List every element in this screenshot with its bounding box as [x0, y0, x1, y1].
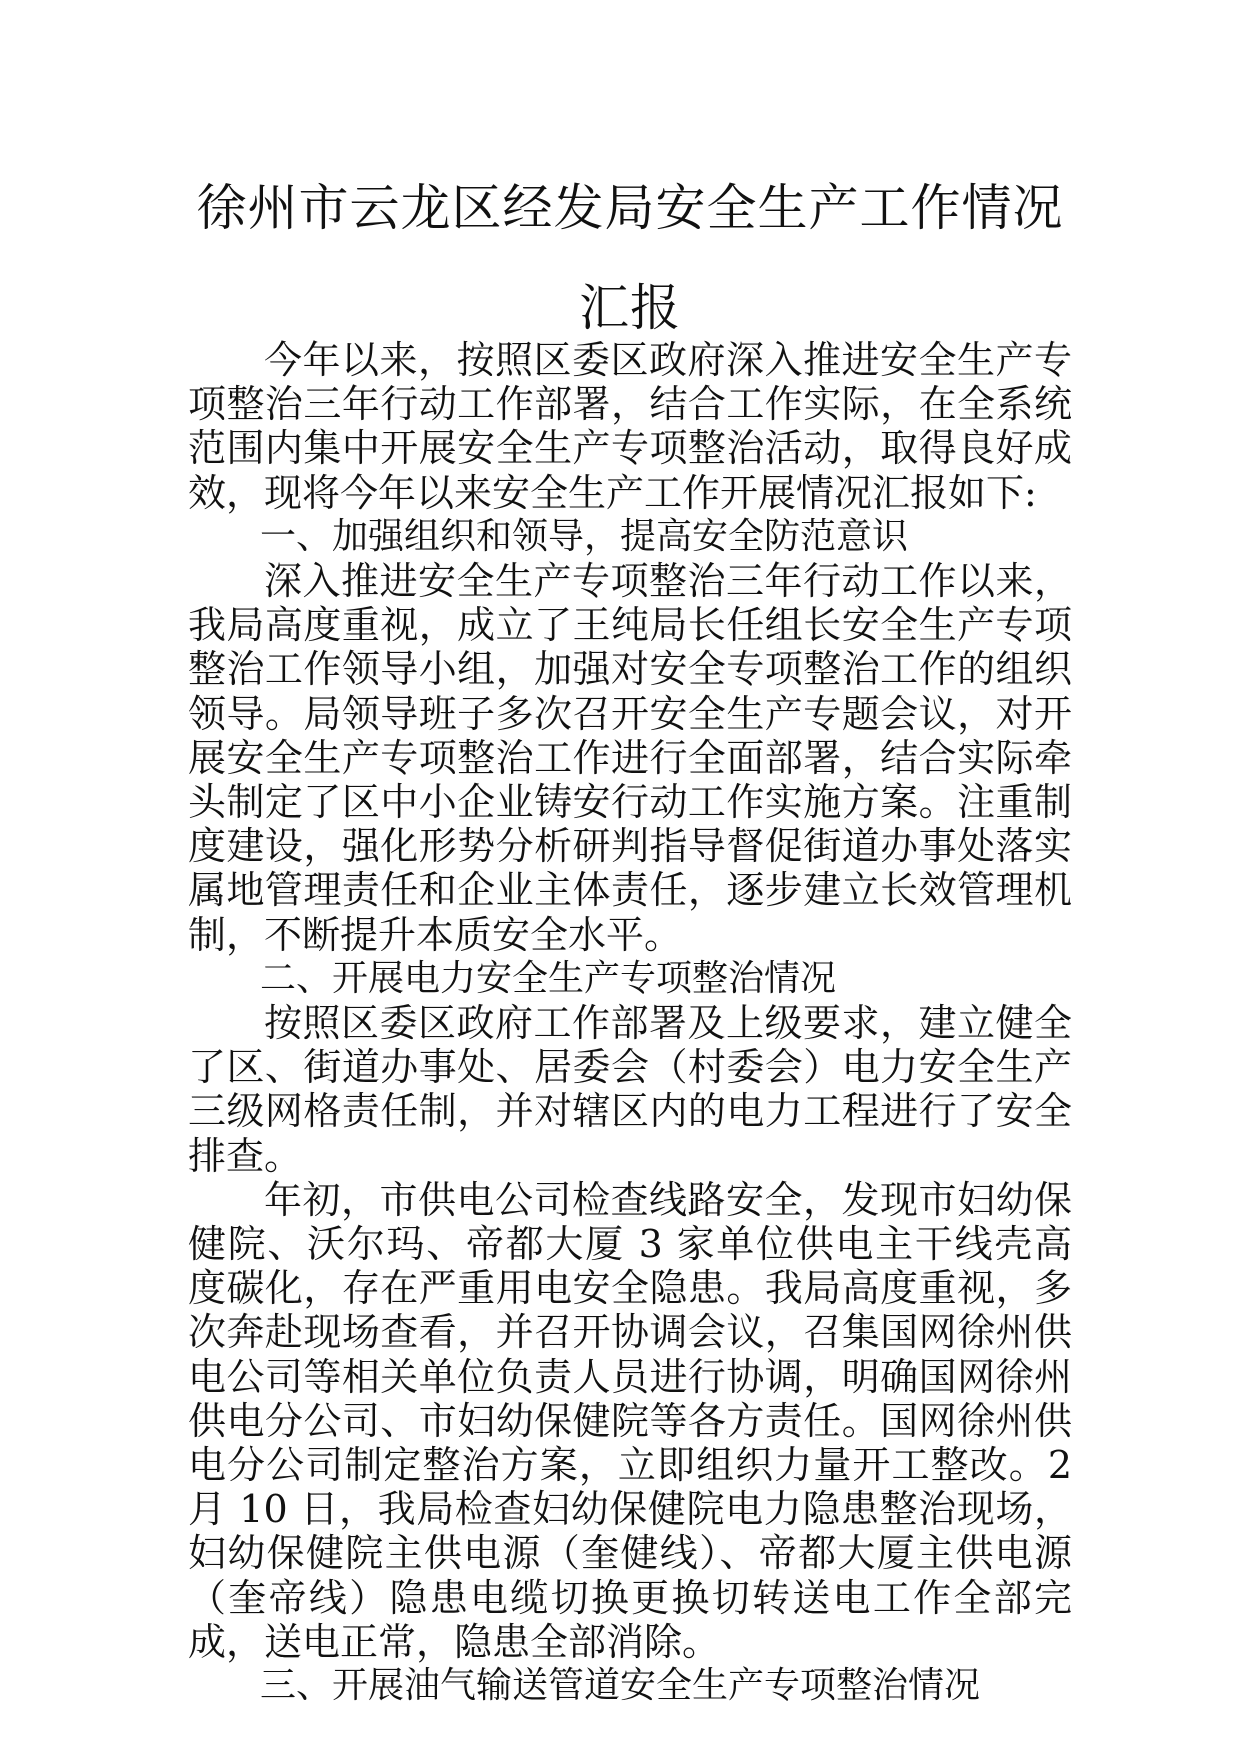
section-heading-2: 二、开展电力安全生产专项整治情况 [260, 957, 837, 999]
paragraph-organization: 深入推进安全生产专项整治三年行动工作以来，我局高度重视，成立了王纯局长任组长安全生产专项整治工作领导小组，加强对安全专项整治工作的组织领导。局领导班子多次召开安全生产专题会议，对开展安全生产专项整治工作进行全面部署，结合实际牵头制定了区中小企业铸安行动工作实施方案。注重制度建设，强化形势分析研判指导督促街道办事处落实属地管理责任和企业主体责任，逐步建立长效管理机制，不断提升本质安全水平。 [188, 559, 1072, 957]
document-body [188, 338, 1072, 1708]
paragraph-intro: 今年以来，按照区委区政府深入推进安全生产专项整治三年行动工作部署，结合工作实际，在全系统范围内集中开展安全生产专项整治活动，取得良好成效，现将今年以来安全生产工作开展情况汇报如下: [188, 338, 1072, 515]
section-heading-3: 三、开展油气输送管道安全生产专项整治情况 [260, 1665, 981, 1707]
paragraph-electric-grid: 按照区委区政府工作部署及上级要求，建立健全了区、街道办事处、居委会（村委会）电力安全生产三级网格责任制，并对辖区内的电力工程进行了安全排查。 [188, 1001, 1072, 1178]
document-title: 徐州市云龙区经发局安全生产工作情况汇报 [196, 179, 1064, 337]
paragraph-electric-rectification: 年初，市供电公司检查线路安全，发现市妇幼保健院、沃尔玛、帝都大厦 3 家单位供电主干线壳高度碳化，存在严重用电安全隐患。我局高度重视，多次奔赴现场查看，并召开协调会议，召集国网徐州供电公司等相关单位负责人员进行协调，明确国网徐州供电分公司、市妇幼保健院等各方责任。国网徐州供电分公司制定整治方案，立即组织力量开工整改。2 月 10 日，我局检查妇幼保健院电力隐患整治现场，妇幼保健院主供电源（奎健线）、帝都大厦主供电源（奎帝线）隐患电缆切换更换切转送电工作全部完成，送电正常，隐患全部消除。 [188, 1177, 1072, 1664]
section-heading-1: 一、加强组织和领导，提高安全防范意识 [260, 515, 909, 557]
